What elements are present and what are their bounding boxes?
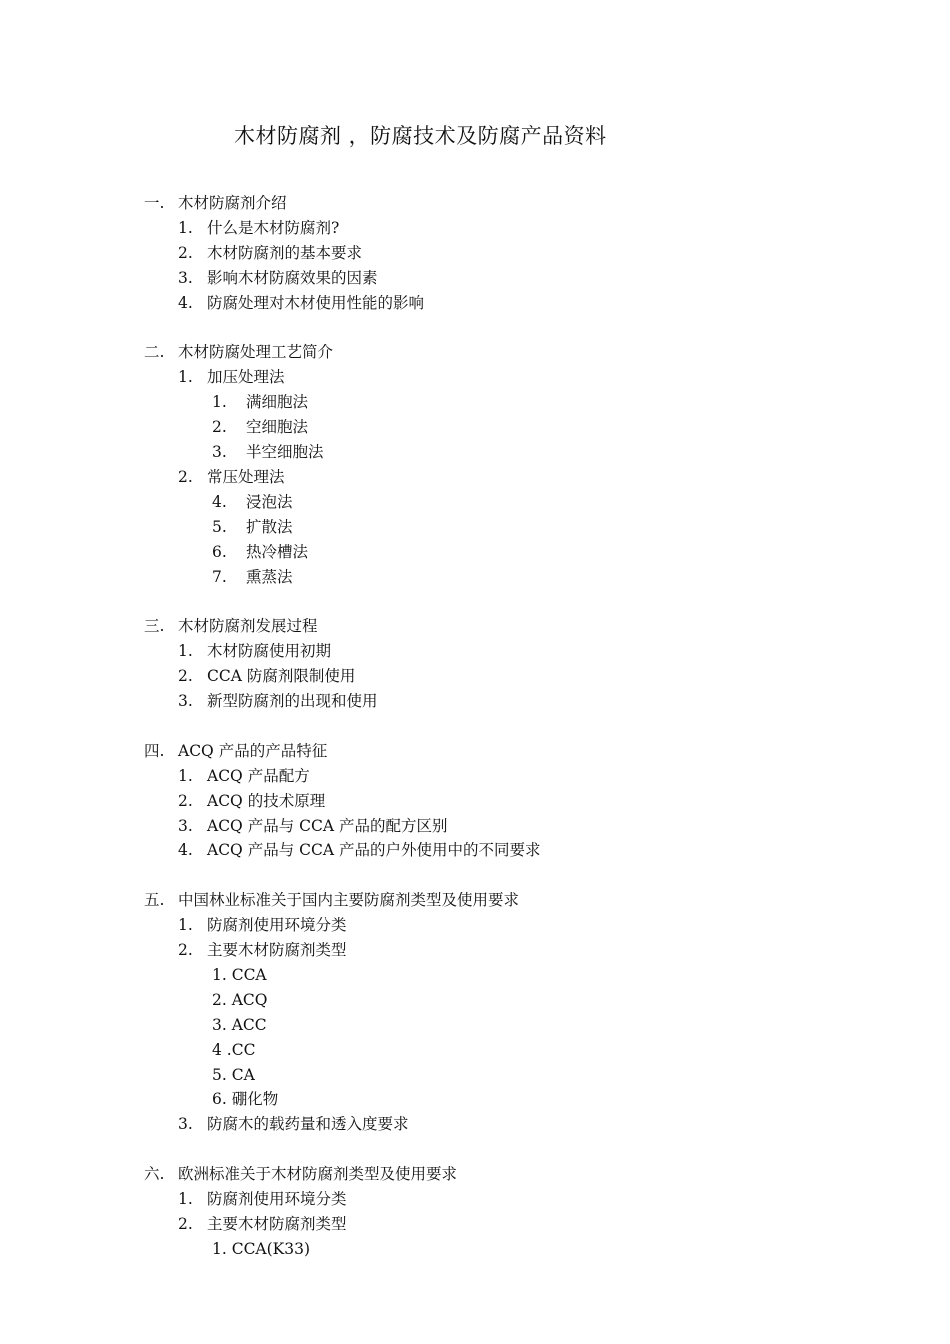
- list-item: [212, 492, 293, 512]
- item-number: 2.: [212, 418, 227, 437]
- document-title: 木材防腐剂 ，防腐技术及防腐产品资料: [234, 124, 607, 148]
- list-item: [212, 1239, 310, 1259]
- item-text: 主要木材防腐剂类型: [207, 1214, 347, 1233]
- item-number: 1.: [178, 1190, 193, 1208]
- item-number: 1.: [178, 642, 193, 661]
- item-text: 欧洲标准关于木材防腐剂类型及使用要求: [178, 1165, 458, 1184]
- item-text: 4 .CC: [212, 1040, 256, 1059]
- item-number: 1.: [178, 916, 193, 935]
- list-item: [178, 243, 362, 263]
- list-item: [178, 766, 310, 786]
- section-heading: [144, 741, 327, 761]
- item-text: ACQ 产品的产品特征: [178, 741, 328, 760]
- item-number: 4.: [178, 293, 193, 312]
- list-item: [178, 268, 378, 288]
- item-text: 防腐剂使用环境分类: [207, 1190, 347, 1208]
- item-text: 扩散法: [246, 517, 293, 536]
- list-item: [212, 990, 267, 1010]
- item-number: 6.: [212, 542, 227, 561]
- item-number: 一.: [144, 194, 165, 212]
- section-heading: [144, 890, 519, 910]
- list-item: [212, 517, 293, 537]
- item-number: 2.: [178, 1214, 193, 1233]
- item-number: 四.: [144, 741, 165, 760]
- item-text: CCA 防腐剂限制使用: [207, 667, 356, 686]
- item-text: 什么是木材防腐剂?: [207, 218, 340, 237]
- item-number: 2.: [178, 467, 193, 486]
- item-number: 1.: [178, 368, 193, 387]
- item-text: 常压处理法: [207, 467, 285, 486]
- section-heading: [144, 616, 318, 636]
- item-text: 6. 硼化物: [212, 1090, 279, 1109]
- list-item: [212, 1089, 278, 1109]
- item-text: 木材防腐剂的基本要求: [207, 243, 363, 262]
- list-item: [178, 367, 285, 387]
- item-number: 7.: [212, 567, 227, 586]
- list-item: [178, 293, 424, 313]
- item-number: 二.: [144, 343, 165, 362]
- item-number: 3.: [178, 816, 193, 835]
- item-number: 2.: [178, 941, 193, 959]
- list-item: [178, 666, 355, 686]
- item-number: 3.: [178, 268, 193, 287]
- item-number: 4.: [212, 492, 227, 511]
- item-text: ACQ 的技术原理: [207, 791, 326, 810]
- item-text: 主要木材防腐剂类型: [207, 941, 347, 959]
- item-number: 3.: [178, 1115, 193, 1134]
- item-text: 浸泡法: [246, 492, 293, 511]
- item-number: 三.: [144, 617, 165, 636]
- item-number: 2.: [178, 791, 193, 810]
- list-item: [212, 442, 324, 462]
- section-heading: [144, 193, 287, 213]
- item-number: 1.: [178, 766, 193, 785]
- list-item: [178, 940, 347, 960]
- list-item: [212, 1015, 267, 1035]
- item-text: ACQ 产品与 CCA 产品的户外使用中的不同要求: [207, 841, 541, 860]
- list-item: [212, 392, 308, 412]
- item-text: 防腐木的载药量和透入度要求: [207, 1115, 409, 1134]
- item-text: 熏蒸法: [246, 567, 293, 586]
- item-text: 2. ACQ: [212, 990, 268, 1009]
- list-item: [178, 915, 347, 935]
- item-number: 1.: [212, 393, 227, 412]
- list-item: [178, 791, 325, 811]
- item-text: 木材防腐剂发展过程: [178, 617, 318, 636]
- item-number: 3.: [178, 692, 193, 710]
- section-heading: [144, 342, 333, 362]
- item-text: 半空细胞法: [246, 443, 324, 461]
- list-item: [178, 816, 447, 836]
- item-number: 1.: [178, 218, 193, 237]
- item-number: 4.: [178, 841, 193, 860]
- list-item: [178, 218, 339, 238]
- item-text: 热冷槽法: [246, 542, 309, 561]
- list-item: [212, 1040, 255, 1060]
- item-text: 中国林业标准关于国内主要防腐剂类型及使用要求: [178, 891, 520, 910]
- item-text: 木材防腐使用初期: [207, 642, 332, 661]
- item-number: 3.: [212, 443, 227, 461]
- item-number: 五.: [144, 891, 165, 910]
- item-number: 2.: [178, 667, 193, 686]
- list-item: [212, 1065, 255, 1085]
- list-item: [212, 542, 308, 562]
- item-text: ACQ 产品与 CCA 产品的配方区别: [207, 816, 448, 835]
- item-number: 2.: [178, 243, 193, 262]
- item-text: 新型防腐剂的出现和使用: [207, 692, 378, 710]
- item-text: 1. CCA: [212, 965, 267, 984]
- list-item: [212, 965, 267, 985]
- list-item: [212, 567, 293, 587]
- list-item: [178, 840, 540, 860]
- list-item: [178, 1214, 347, 1234]
- item-text: ACQ 产品配方: [207, 766, 310, 785]
- item-text: 3. ACC: [212, 1015, 267, 1034]
- item-text: 防腐剂使用环境分类: [207, 916, 347, 935]
- item-text: 防腐处理对木材使用性能的影响: [207, 293, 425, 312]
- list-item: [212, 417, 308, 437]
- list-item: [178, 1114, 409, 1134]
- list-item: [178, 641, 331, 661]
- item-text: 1. CCA(K33): [212, 1239, 311, 1258]
- list-item: [178, 467, 285, 487]
- section-heading: [144, 1164, 457, 1184]
- item-text: 加压处理法: [207, 368, 285, 387]
- item-text: 木材防腐剂介绍: [178, 194, 287, 212]
- item-text: 木材防腐处理工艺简介: [178, 343, 334, 362]
- item-text: 满细胞法: [246, 393, 309, 412]
- item-text: 空细胞法: [246, 418, 309, 437]
- list-item: [178, 1189, 347, 1209]
- item-text: 影响木材防腐效果的因素: [207, 268, 378, 287]
- list-item: [178, 691, 378, 711]
- item-number: 5.: [212, 517, 227, 536]
- item-text: 5. CA: [212, 1065, 255, 1084]
- item-number: 六.: [144, 1165, 165, 1184]
